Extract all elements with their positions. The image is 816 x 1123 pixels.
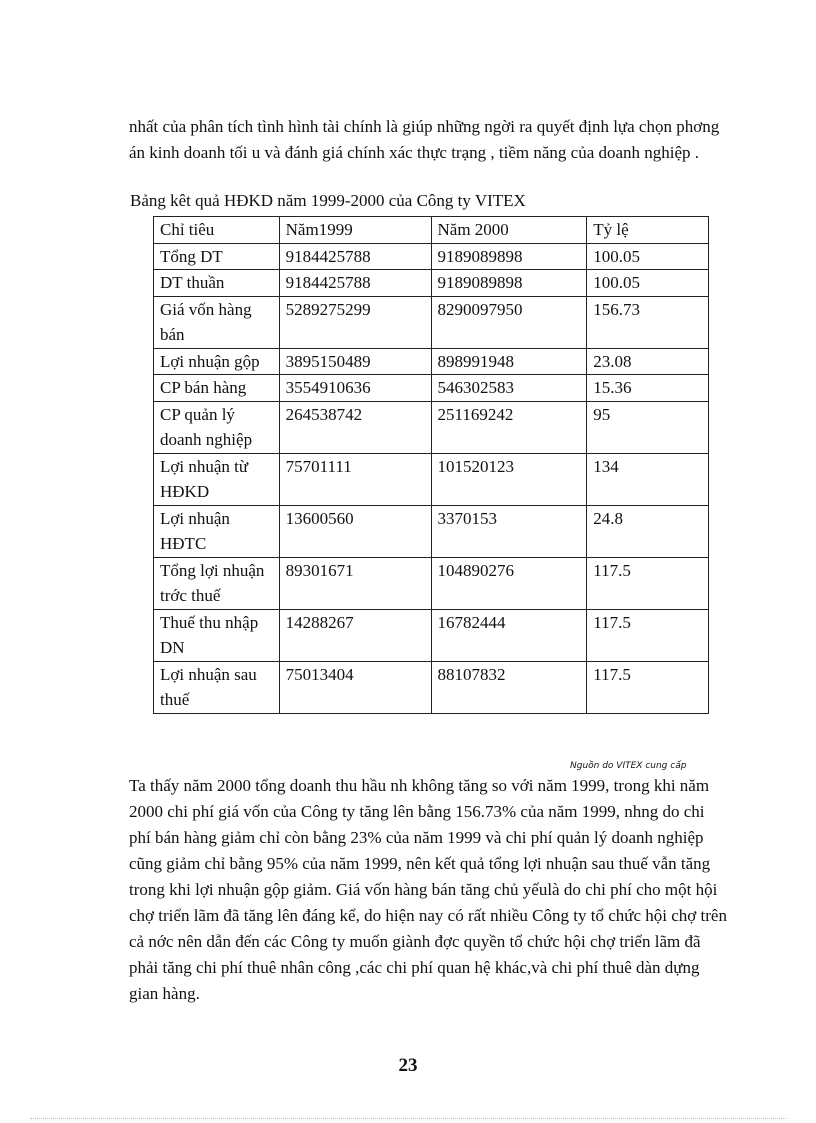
row-ratio: 156.73 <box>587 296 709 348</box>
row-value-2000: 16782444 <box>431 609 587 661</box>
header-ratio: Tỷ lệ <box>587 217 709 244</box>
table-caption: Bảng kêt quả HĐKD năm 1999-2000 của Công ty VITEX <box>130 191 526 210</box>
header-indicator: Chỉ tiêu <box>154 217 280 244</box>
table-row <box>154 375 709 402</box>
row-value-2000: 104890276 <box>431 557 587 609</box>
row-label: Lợi nhuận HĐTC <box>154 505 280 557</box>
table-row <box>154 296 709 348</box>
header-year-2000: Năm 2000 <box>431 217 587 244</box>
row-value-2000: 898991948 <box>431 348 587 375</box>
header-year-1999: Năm1999 <box>279 217 431 244</box>
row-ratio: 95 <box>587 401 709 453</box>
table-header-row <box>154 217 709 244</box>
row-label: DT thuần <box>154 270 280 297</box>
row-value-2000: 9189089898 <box>431 270 587 297</box>
row-label: Tổng lợi nhuận trớc thuế <box>154 557 280 609</box>
page-number: 23 <box>398 1055 418 1076</box>
row-value-1999: 9184425788 <box>279 270 431 297</box>
table-row <box>154 557 709 609</box>
row-label: CP quản lý doanh nghiệp <box>154 401 280 453</box>
row-label: Giá vốn hàng bán <box>154 296 280 348</box>
intro-paragraph: nhất của phân tích tình hình tài chính là giúp những ngời ra quyết định lựa chọn phơng án kinh doanh tối u và đánh giá chính xác thực trạng , tiềm năng của doanh nghiệp . <box>129 117 720 162</box>
row-ratio: 117.5 <box>587 557 709 609</box>
row-value-2000: 9189089898 <box>431 243 587 270</box>
row-value-2000: 546302583 <box>431 375 587 402</box>
table-row <box>154 609 709 661</box>
row-ratio: 117.5 <box>587 661 709 713</box>
row-value-1999: 89301671 <box>279 557 431 609</box>
table-row <box>154 243 709 270</box>
row-ratio: 100.05 <box>587 270 709 297</box>
row-value-1999: 13600560 <box>279 505 431 557</box>
source-note: Nguồn do VITEX cung cấp <box>570 761 687 771</box>
row-value-2000: 88107832 <box>431 661 587 713</box>
table-row <box>154 401 709 453</box>
row-value-1999: 5289275299 <box>279 296 431 348</box>
row-ratio: 134 <box>587 453 709 505</box>
table-row <box>154 453 709 505</box>
row-value-2000: 101520123 <box>431 453 587 505</box>
row-value-1999: 75701111 <box>279 453 431 505</box>
row-label: CP bán hàng <box>154 375 280 402</box>
table-row <box>154 348 709 375</box>
row-ratio: 117.5 <box>587 609 709 661</box>
row-value-1999: 9184425788 <box>279 243 431 270</box>
row-ratio: 24.8 <box>587 505 709 557</box>
footer-divider <box>30 1118 786 1119</box>
analysis-paragraph: Ta thấy năm 2000 tổng doanh thu hầu nh không tăng so với năm 1999, trong khi năm 2000 chi phí giá vốn của Công ty tăng lên bằng 156.73% của năm 1999, nhng do chi phí bán hàng giảm chỉ còn bằng 23% của năm 1999 và chi phí quản lý doanh nghiệp cũng giảm chỉ bằng 95% của năm 1999, nên kết quả tổng lợi nhuận sau thuế vẫn tăng trong khi lợi nhuận gộp giảm. Giá vốn hàng bán tăng chủ yếulà do chi phí cho một hội chợ triển lãm đã tăng lên đáng kể, do hiện nay có rất nhiều Công ty tổ chức hội chợ trên cả nớc nên dẫn đến các Công ty muốn giành đợc quyền tổ chức hội chợ triển lãm đã phải tăng chi phí thuê nhân công ,các chi phí quan hệ khác,và chi phí thuê dàn dựng gian hàng. <box>129 776 727 1003</box>
row-label: Lợi nhuận từ HĐKD <box>154 453 280 505</box>
row-label: Thuế thu nhập DN <box>154 609 280 661</box>
table-row <box>154 270 709 297</box>
row-ratio: 15.36 <box>587 375 709 402</box>
table-row <box>154 661 709 713</box>
table-row <box>154 505 709 557</box>
row-value-1999: 264538742 <box>279 401 431 453</box>
row-label: Lợi nhuận sau thuế <box>154 661 280 713</box>
row-ratio: 23.08 <box>587 348 709 375</box>
row-value-1999: 3895150489 <box>279 348 431 375</box>
row-value-1999: 3554910636 <box>279 375 431 402</box>
row-ratio: 100.05 <box>587 243 709 270</box>
row-label: Tổng DT <box>154 243 280 270</box>
row-label: Lợi nhuận gộp <box>154 348 280 375</box>
results-table <box>153 216 709 714</box>
row-value-2000: 8290097950 <box>431 296 587 348</box>
row-value-2000: 3370153 <box>431 505 587 557</box>
row-value-1999: 75013404 <box>279 661 431 713</box>
row-value-1999: 14288267 <box>279 609 431 661</box>
row-value-2000: 251169242 <box>431 401 587 453</box>
